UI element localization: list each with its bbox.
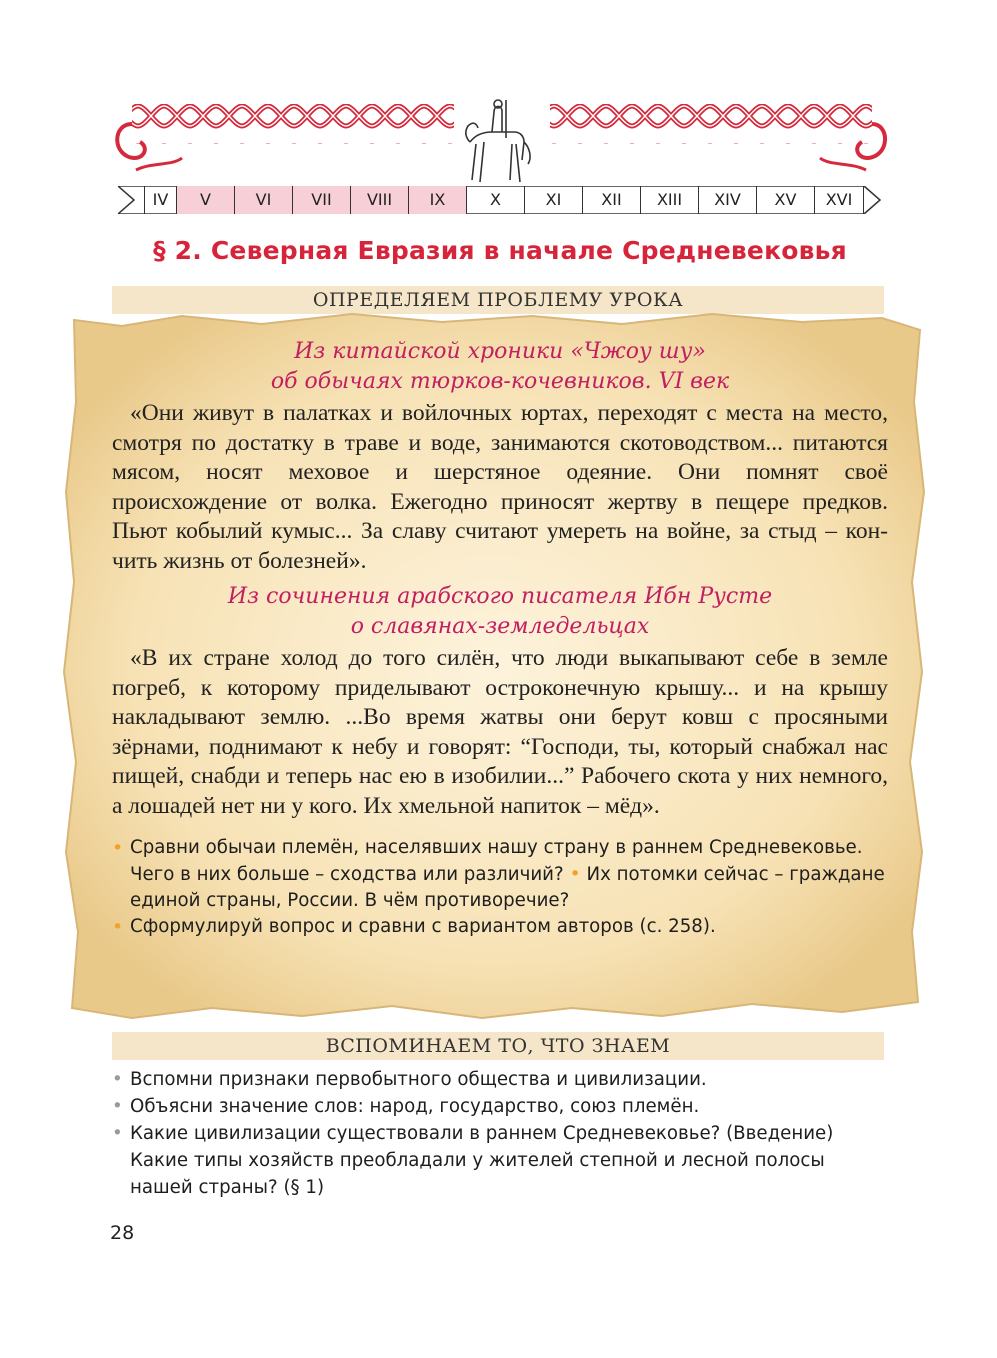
section-heading-problem: ОПРЕДЕЛЯЕМ ПРОБЛЕМУ УРОКА xyxy=(112,286,884,314)
century-cell: XV xyxy=(756,186,814,214)
source-line: о славянах-земледельцах xyxy=(350,614,650,639)
century-cell: XIV xyxy=(698,186,756,214)
bullet-icon: • xyxy=(112,916,124,938)
bullet-icon: • xyxy=(112,837,124,859)
bullet-icon: • xyxy=(569,863,581,885)
task-text: Их потомки сейчас – граждане единой страны, России. В чём противоречие? xyxy=(130,864,885,911)
century-cell: VII xyxy=(292,186,350,214)
source-title xyxy=(112,582,888,642)
century-cell: X xyxy=(466,186,524,214)
task-item xyxy=(112,914,888,940)
list-item-text: Какие цивилизации существовали в раннем Средневековье? (Введение) Какие типы хозяйств преобладали у жителей степной и лесной полосы нашей страны? (§ 1) xyxy=(130,1123,834,1198)
century-cell: IV xyxy=(144,186,176,214)
century-timeline xyxy=(118,186,882,214)
task-text: Сформулируй вопрос и сравни с вариантом авторов (с. 258). xyxy=(130,916,716,937)
task-text: Сравни обычаи племён, населявших нашу страну в раннем Средневековье. Чего в них больше – сходства или различий? xyxy=(130,837,863,885)
century-cell: IX xyxy=(408,186,466,214)
list-item xyxy=(112,1066,892,1093)
source-line: Из сочинения арабского писателя Ибн Русте xyxy=(227,584,773,609)
left-braid xyxy=(132,104,454,144)
quote-text: «Они живут в палатках и войлочных юртах, переходят с места на место, смотря по достатку в траве и воде, занимаются скотоводством... питаются мясом, носят меховое и шерстяное одеяние. Они помнят своё происхождение от волка. Ежегодно приносят жертву в пещере предков. Пьют кобылий кумыс... За славу считают умереть на войне, за стыд – кончить жизнь от болезней». xyxy=(112,400,888,574)
century-cell: V xyxy=(176,186,234,214)
quote-text: «В их стране холод до того силён, что люди выкапывают себе в земле погреб, к которому приделывают остроконечную крышу... и на крышу накладывают землю. ...Во время жатвы они берут ковш с просяными зёрнами, поднимают к небу и говорят: “Господи, ты, который снабжал нас пищей, снабди и теперь нас ею в изобилии...” Рабочего скота у них немного, а лошадей нет ни у кого. Их хмельной напиток – мёд». xyxy=(112,645,888,819)
page-number: 28 xyxy=(110,1222,135,1244)
source-line: об обычаях тюрков-кочевников. VI век xyxy=(270,369,730,394)
bullet-icon: • xyxy=(112,1123,123,1144)
bullet-icon: • xyxy=(112,1069,123,1090)
source-title xyxy=(112,337,888,397)
century-cell: XI xyxy=(524,186,582,214)
right-braid xyxy=(550,104,872,144)
ornament-header xyxy=(112,96,890,184)
source-line: Из китайской хроники «Чжоу шу» xyxy=(294,339,706,364)
century-cell: XIII xyxy=(640,186,698,214)
horseman-icon xyxy=(466,100,530,182)
list-item-text: Вспомни признаки первобытного общества и цивилизации. xyxy=(130,1069,707,1090)
list-item xyxy=(112,1120,892,1201)
list-item-text: Объясни значение слов: народ, государство, союз племён. xyxy=(130,1096,700,1117)
list-item xyxy=(112,1093,892,1120)
task-item xyxy=(112,835,888,914)
task-list xyxy=(112,835,888,940)
century-cell: XII xyxy=(582,186,640,214)
lesson-content xyxy=(112,337,888,940)
paragraph-title: § 2. Северная Евразия в начале Средневековья xyxy=(153,236,847,265)
bullet-icon: • xyxy=(112,1096,123,1117)
century-cell: XVI xyxy=(814,186,864,214)
remember-list xyxy=(112,1066,892,1201)
century-cell: VI xyxy=(234,186,292,214)
century-cell: VIII xyxy=(350,186,408,214)
section-heading-remember: ВСПОМИНАЕМ ТО, ЧТО ЗНАЕМ xyxy=(112,1032,884,1060)
